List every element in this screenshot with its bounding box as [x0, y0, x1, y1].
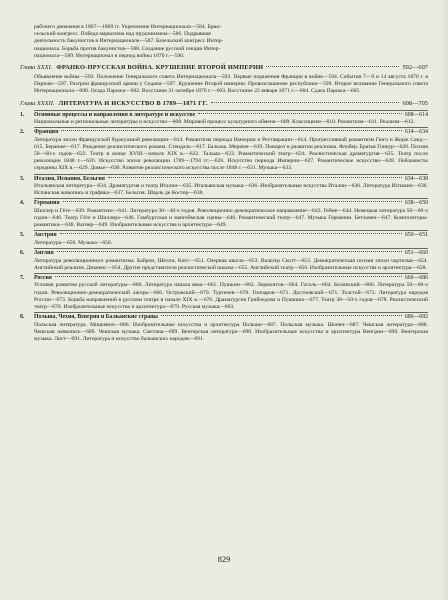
section-body: Шиллер и Гёте—639. Романтизм—641. Литература 30—40-х годов. Революционно-демократическое направление—643. Гейне—644. Немецкая литература 50—60-х годов—646. Театр Гёте и Шиллера—646. Гамбургская и мангеймская сцены—646. Романтический театр—647. Музыка Германии. Бетховен—647. Композиторы-романтики—648. Вагнер—649. Изобразительные искусства и архитектура—649. — [34, 207, 428, 229]
section-2 — [20, 129, 428, 172]
dot-leader — [198, 113, 402, 114]
section-title: Англия — [34, 250, 54, 257]
chapter-pages: 608—705 — [402, 99, 428, 107]
section-7 — [20, 275, 428, 311]
section-title: Германия — [34, 200, 60, 207]
section-body: Условия развития русской литературы—660. Литература начала века—661. Пушкин—662. Лермонтов—664. Гоголь—664. Белинский—666. Литература 50—60-х годов. Революционно-демократический лагерь—666. Островский—670. Тургенев—670. Гончаров—671. Достоевский—671. Толстой—672. Литература народов России—673. Борьба направлений в русском театре в начале XIX в.—676. Драматургия Грибоедова и Пушкина—677. Театр 30—50-х годов—678. Реалистический театр—678. Изобразительные искусства и архитектура—679. Русская музыка—683. — [34, 282, 428, 310]
section-body: Польская литература. Мицкевич—686. Изобразительные искусства и архитектура Польши—687. Польская музыка. Шопен—687. Чешская литература—688. Чешская живопись—689. Чешская музыка. Сметана—689. Венгерская литература—690. Изобразительные искусства и архитектура Венгрии—690. Венгерская музыка. Лист—691. Литература и искусство балканских народов—691. — [34, 321, 428, 342]
section-body: Итальянская литература—634. Драматургия и театр Италии—635. Итальянская музыка—636. Изобразительные искусства Италии—636. Литература Испании—636. Испанская живопись и графика—637. Бельгия. Шарль де Костер—638. — [34, 183, 428, 197]
section-pages: 638—650 — [404, 200, 428, 207]
section-8 — [20, 314, 428, 343]
intro-line: деятельность бакунистов в Интернационале—587. Базельский конгресс Интер- — [34, 38, 224, 45]
section-pages: 650—651 — [404, 232, 428, 239]
intro-line: национала. Борьба против бакунистов—588. Создание русской секции Интер- — [34, 45, 221, 52]
section-title: Италия, Испания, Бельгия — [34, 175, 105, 182]
section-pages: 614—634 — [404, 129, 428, 136]
dot-leader — [57, 251, 402, 252]
dot-leader — [60, 233, 402, 234]
divider — [34, 198, 428, 199]
section-body: Литература—650. Музыка—650. — [34, 239, 113, 246]
section-pages: 686—692 — [404, 314, 428, 321]
section-title: Россия — [34, 274, 52, 281]
page-number: 829 — [217, 554, 231, 564]
section-body: Литература эпохи Французской буржуазной революции—614. Романтизм периода Империи и Реставрации—614. Прогрессивный романтизм Гюго и Жорж Санд—615. Беранже—617. Рождение реалистического романа. Стендаль—617. Бальзак. Мериме—619. Поворот в развитии реализма. Флобер. Братья Гонкур—620. Поэзия 50—60-х годов—622. Театр в конце XVIII—начале XIX в.—622. Тальма—623. Романтический театр—624. Реалистическая драматургия—625. Театр после революции 1848 г.—626. Искусство эпохи революции 1789—1794 гг.—626. Искусство периода Империи—627. Романтическое искусство—628. Пейзажисты середины XIX в.—629. Домье—630. Развитие реалистического искусства после 1848 г.—631. Музыка—633. — [34, 136, 428, 172]
chapter-title: ФРАНКО-ПРУССКАЯ ВОЙНА. КРУШЕНИЕ ВТОРОЙ ИМПЕРИИ — [56, 64, 264, 72]
chapter-pages: 592—607 — [402, 64, 428, 72]
divider — [34, 312, 428, 313]
dot-leader — [108, 177, 402, 178]
chapter-31-heading — [20, 64, 428, 72]
section-pages: 660—686 — [404, 274, 428, 281]
section-6 — [20, 250, 428, 272]
chapter-label: Глава XXXI. — [20, 64, 53, 72]
section-pages: 651—660 — [404, 250, 428, 257]
section-1 — [20, 112, 428, 127]
dot-leader — [55, 276, 402, 277]
dot-leader — [63, 201, 402, 202]
divider — [34, 230, 428, 231]
dot-leader — [211, 102, 400, 103]
section-4 — [20, 200, 428, 229]
section-title: Австрия — [34, 232, 57, 239]
section-body: Национальные и региональные литературы и искусство—608. Мировой процесс культурного обмена—609. Классицизм—610. Романтизм—611. Реализм—612. — [34, 119, 415, 126]
section-number: 8. — [20, 314, 25, 321]
page-edge-shadow — [442, 0, 448, 600]
intro-line: национала—589. Интернационал в период войны 1870 г.—590. — [34, 52, 185, 59]
section-title: Франция — [34, 129, 59, 136]
dot-leader — [61, 130, 402, 131]
section-title: Основные процессы и направления в литературе и искусстве — [34, 111, 196, 118]
section-5 — [20, 232, 428, 247]
divider — [34, 273, 428, 274]
section-pages: 608—614 — [404, 111, 428, 118]
section-body: Литература революционного романтизма. Байрон, Шелли, Китс—651. Озерная школа—653. Вальтер Скотт—653. Демократическая поэзия эпохи чартизма—654. Английский реализм. Диккенс—654. Другие представители реалистической школы—655. Английский театр—656. Изобразительные искусства и архитектура—658. — [34, 257, 428, 271]
section-title: Польша, Чехия, Венгрия и Балканские страны — [34, 314, 158, 321]
divider — [34, 248, 428, 249]
chapter-title: ЛИТЕРАТУРА И ИСКУССТВО В 1789—1871 ГГ. — [58, 99, 208, 107]
intro-line: рабочего движения в 1867—1869 гг. Укрепление Интернационала—584. Брюс- — [34, 24, 223, 30]
chapter-32-heading — [20, 100, 428, 108]
divider — [34, 110, 428, 111]
divider — [34, 174, 428, 175]
chapter-31-body: Объявление войны—593. Положение Генерального совета Интернационала—593. Первые поражения Франции в войне—594. События 7—9 и 14 августа 1870 г. в Париже—597. Разгром французской армии у Седана—597. Крушение Второй империи. Провозглашение республики—599. Второе воззвание Генерального совета Интернационала—600. Осада Парижа—602. Восстание 31 октября 1870 г.—603. Восстание 22 января 1871 г.—604. Сдача Парижа—605. — [34, 74, 428, 95]
section-number: 2. — [20, 129, 25, 136]
section-number: 1. — [20, 111, 25, 118]
intro-line: сельский конгресс. Победа марксизма над прудонизмом—586. Подрывная — [34, 31, 211, 38]
section-number: 7. — [20, 274, 25, 281]
dot-leader — [266, 66, 399, 67]
section-3 — [20, 176, 428, 198]
table-of-contents — [20, 24, 428, 343]
section-pages: 634—638 — [404, 175, 428, 182]
section-number: 4. — [20, 200, 25, 207]
section-number: 5. — [20, 232, 25, 239]
dot-leader — [161, 315, 402, 316]
section-number: 3. — [20, 175, 25, 182]
divider — [34, 127, 428, 128]
intro-paragraph — [20, 24, 428, 60]
chapter-label: Глава XXXII. — [20, 99, 55, 107]
section-number: 6. — [20, 250, 25, 257]
